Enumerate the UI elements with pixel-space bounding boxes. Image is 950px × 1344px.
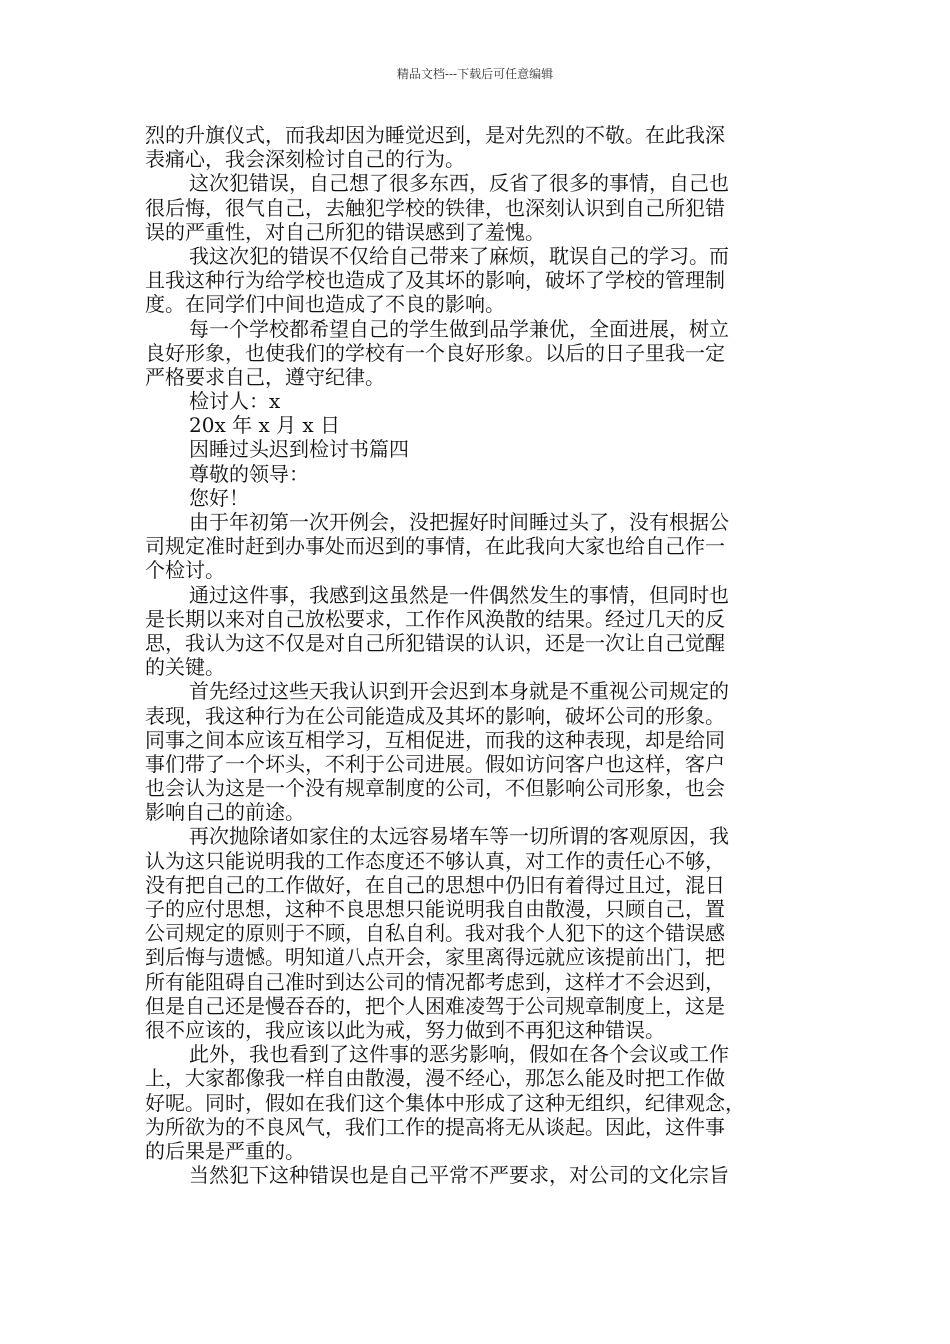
text-line: 尊敬的领导： xyxy=(189,461,309,486)
text-line: 严格要求自己，遵守纪律。 xyxy=(145,364,385,389)
text-line: 也会认为这是一个没有规章制度的公司，不但影响公司形象，也会 xyxy=(145,776,725,801)
text-line: 每一个学校都希望自己的学生做到品学兼优，全面进展，树立 xyxy=(189,316,729,341)
text-line: 公司规定的原则于不顾，自私自利。我对我个人犯下的这个错误感 xyxy=(145,921,725,946)
text-line: 同事之间本应该互相学习，互相促进，而我的这种表现，却是给同 xyxy=(145,727,725,752)
text-line: 到后悔与遗憾。明知道八点开会，家里离得远就应该提前出门，把 xyxy=(145,945,725,970)
text-line: 良好形象，也使我们的学校有一个良好形象。以后的日子里我一定 xyxy=(145,340,725,365)
text-line: 的后果是严重的。 xyxy=(145,1138,305,1163)
text-line: 表痛心，我会深刻检讨自己的行为。 xyxy=(145,147,465,172)
text-line: 上，大家都像我一样自由散漫，漫不经心，那怎么能及时把工作做 xyxy=(145,1066,725,1091)
text-line: 的关键。 xyxy=(145,655,225,680)
text-line: 20x 年 x 月 x 日 xyxy=(189,413,341,438)
text-line: 表现，我这种行为在公司能造成及其坏的影响，破坏公司的形象。 xyxy=(145,703,725,728)
text-line: 很不应该的，我应该以此为戒，努力做到不再犯这种错误。 xyxy=(145,1017,665,1042)
text-line: 所有能阻碍自己准时到达公司的情况都考虑到，这样才不会迟到， xyxy=(145,969,725,994)
text-line: 子的应付思想，这种不良思想只能说明我自由散漫，只顾自己，置 xyxy=(145,897,725,921)
text-line: 是长期以来对自己放松要求，工作作风涣散的结果。经过几天的反 xyxy=(145,606,725,631)
text-line: 认为这只能说明我的工作态度还不够认真，对工作的责任心不够， xyxy=(145,848,725,873)
text-line: 因睡过头迟到检讨书篇四 xyxy=(189,437,409,462)
text-line: 度。在同学们中间也造成了不良的影响。 xyxy=(145,292,505,317)
text-line: 思，我认为这不仅是对自己所犯错误的认识，还是一次让自己觉醒 xyxy=(145,630,725,655)
text-line: 此外，我也看到了这件事的恶劣影响，假如在各个会议或工作 xyxy=(189,1042,729,1067)
text-line: 我这次犯的错误不仅给自己带来了麻烦，耽误自己的学习。而 xyxy=(189,243,729,268)
text-line: 烈的升旗仪式，而我却因为睡觉迟到，是对先烈的不敬。在此我深 xyxy=(145,123,725,147)
text-line: 检讨人：x xyxy=(189,389,281,414)
document-body xyxy=(145,123,813,1187)
text-line: 由于年初第一次开例会，没把握好时间睡过头了，没有根据公 xyxy=(189,510,729,534)
text-line: 这次犯错误，自己想了很多东西，反省了很多的事情，自己也 xyxy=(189,171,729,196)
text-line: 首先经过这些天我认识到开会迟到本身就是不重视公司规定的 xyxy=(189,679,729,704)
text-line: 通过这件事，我感到这虽然是一件偶然发生的事情，但同时也 xyxy=(189,582,729,607)
text-line: 没有把自己的工作做好，在自己的思想中仍旧有着得过且过，混日 xyxy=(145,872,725,897)
page-header: 精品文档---下载后可任意编辑 xyxy=(396,67,554,81)
text-line: 您好！ xyxy=(189,485,249,510)
text-line: 个检讨。 xyxy=(145,558,225,583)
text-line: 再次抛除诸如家住的太远容易堵车等一切所谓的客观原因，我 xyxy=(189,824,729,849)
text-line: 影响自己的前途。 xyxy=(145,800,305,825)
text-line: 司规定准时赶到办事处而迟到的事情，在此我向大家也给自己作一 xyxy=(145,534,725,559)
text-line: 事们带了一个坏头，不利于公司进展。假如访问客户也这样，客户 xyxy=(145,751,725,776)
text-line: 为所欲为的不良风气，我们工作的提高将无从谈起。因此，这件事 xyxy=(145,1114,725,1139)
text-line: 但是自己还是慢吞吞的，把个人困难凌驾于公司规章制度上，这是 xyxy=(145,993,725,1018)
text-line: 当然犯下这种错误也是自己平常不严要求，对公司的文化宗旨 xyxy=(189,1163,729,1188)
text-line: 且我这种行为给学校也造成了及其坏的影响，破坏了学校的管理制 xyxy=(145,268,725,293)
text-line: 误的严重性，对自己所犯的错误感到了羞愧。 xyxy=(145,219,545,244)
text-line: 好呢。同时，假如在我们这个集体中形成了这种无组织，纪律观念， xyxy=(145,1090,745,1115)
text-line: 很后悔，很气自己，去触犯学校的铁律，也深刻认识到自己所犯错 xyxy=(145,195,725,220)
